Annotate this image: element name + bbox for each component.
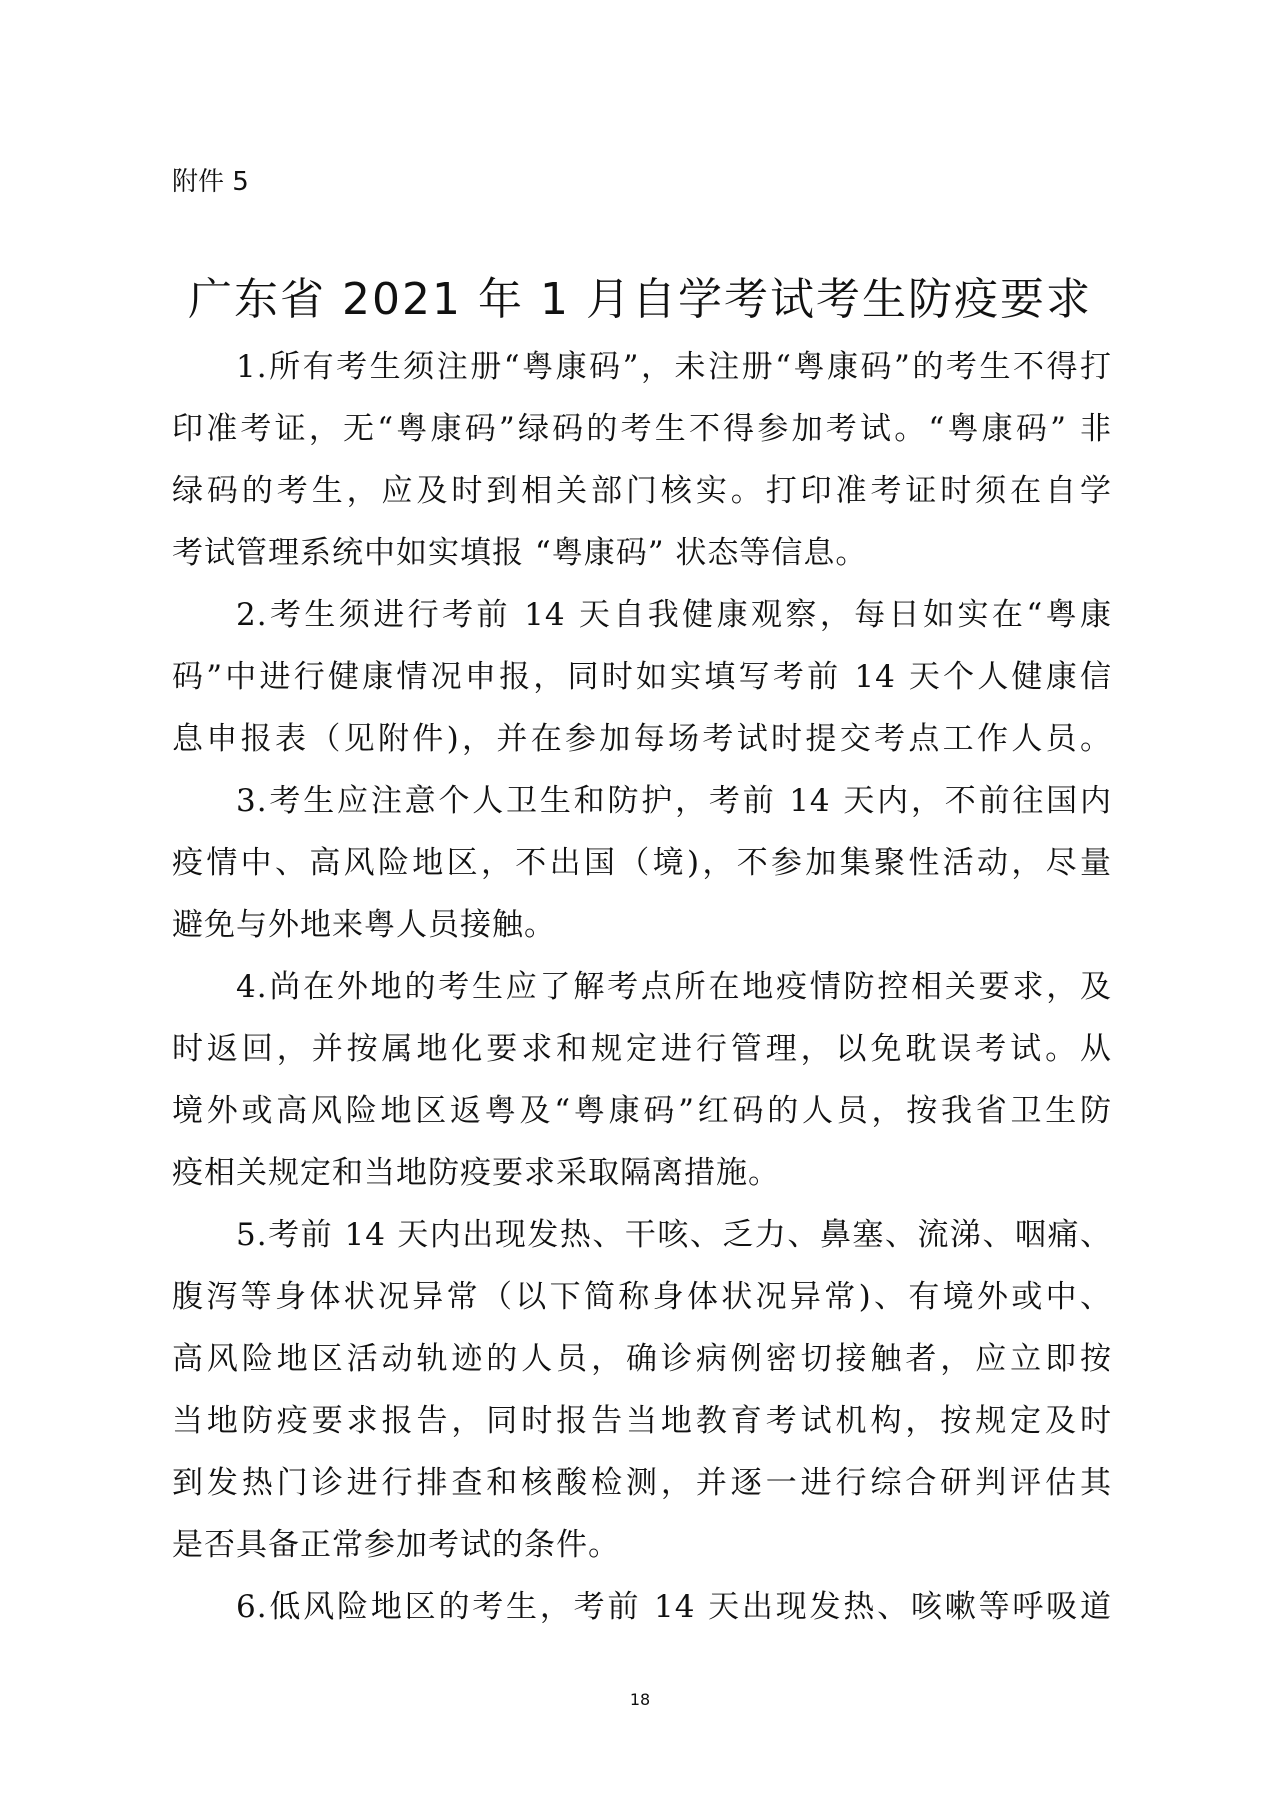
paragraph-line: 绿码的考生，应及时到相关部门核实。打印准考证时须在自学 <box>172 473 1112 509</box>
paragraph-line: 考试管理系统中如实填报 “粤康码” 状态等信息。 <box>172 535 868 571</box>
paragraph-line: 时返回，并按属地化要求和规定进行管理，以免耽误考试。从 <box>172 1031 1112 1067</box>
paragraph-line: 码”中进行健康情况申报，同时如实填写考前 14 天个人健康信 <box>172 659 1112 695</box>
paragraph-line: 避免与外地来粤人员接触。 <box>172 907 556 943</box>
paragraph-line: 5.考前 14 天内出现发热、干咳、乏力、鼻塞、流涕、咽痛、 <box>236 1217 1112 1253</box>
paragraph-2 <box>172 584 1112 770</box>
document-body <box>172 336 1112 1638</box>
paragraph-line: 高风险地区活动轨迹的人员，确诊病例密切接触者，应立即按 <box>172 1341 1112 1377</box>
paragraph-line: 息申报表（见附件)，并在参加每场考试时提交考点工作人员。 <box>172 721 1112 757</box>
paragraph-5 <box>172 1204 1112 1576</box>
paragraph-line: 疫相关规定和当地防疫要求采取隔离措施。 <box>172 1155 780 1191</box>
paragraph-line: 到发热门诊进行排查和核酸检测，并逐一进行综合研判评估其 <box>172 1465 1112 1501</box>
paragraph-line: 疫情中、高风险地区，不出国（境)，不参加集聚性活动，尽量 <box>172 845 1112 881</box>
paragraph-line: 1.所有考生须注册“粤康码”，未注册“粤康码”的考生不得打 <box>236 349 1112 385</box>
paragraph-line: 腹泻等身体状况异常（以下简称身体状况异常)、有境外或中、 <box>172 1279 1112 1315</box>
page-number: 18 <box>629 1690 651 1709</box>
paragraph-line: 2.考生须进行考前 14 天自我健康观察，每日如实在“粤康 <box>236 597 1112 633</box>
paragraph-line: 3.考生应注意个人卫生和防护，考前 14 天内，不前往国内 <box>236 783 1112 819</box>
paragraph-1 <box>172 336 1112 584</box>
paragraph-3 <box>172 770 1112 956</box>
document-title: 广东省 2021 年 1 月自学考试考生防疫要求 <box>188 274 1092 325</box>
attachment-label: 附件 5 <box>172 167 249 197</box>
paragraph-line: 6.低风险地区的考生，考前 14 天出现发热、咳嗽等呼吸道 <box>236 1589 1112 1625</box>
paragraph-line: 当地防疫要求报告，同时报告当地教育考试机构，按规定及时 <box>172 1403 1112 1439</box>
paragraph-line: 境外或高风险地区返粤及“粤康码”红码的人员，按我省卫生防 <box>172 1093 1112 1129</box>
paragraph-line: 是否具备正常参加考试的条件。 <box>172 1527 620 1563</box>
paragraph-6 <box>172 1576 1112 1638</box>
paragraph-line: 4.尚在外地的考生应了解考点所在地疫情防控相关要求，及 <box>236 969 1112 1005</box>
paragraph-line: 印准考证，无“粤康码”绿码的考生不得参加考试。“粤康码” 非 <box>172 411 1112 447</box>
paragraph-4 <box>172 956 1112 1204</box>
